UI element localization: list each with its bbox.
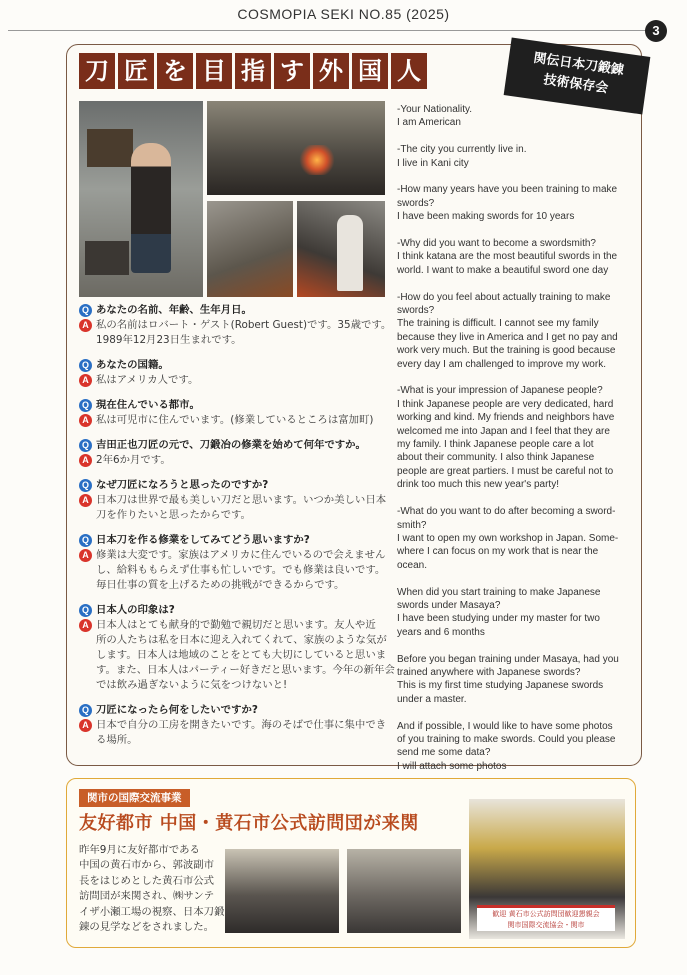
title-char: 匠 [118,53,154,89]
question-text: あなたの国籍。 [96,359,169,371]
badge-line: 技術保存会 [542,72,610,97]
answer-marker-icon: A [79,454,92,467]
answer-marker-icon: A [79,494,92,507]
english-qa-block: -Why did you want to become a swordsmith? I think katana are the most beautiful swords in the world. I want to make a beautiful sword one day [397,238,618,276]
title-char: 目 [196,53,232,89]
spark-shape [297,145,337,175]
english-qa-block: And if possible, I would like to have some photos of you training to make swords. Could you please send me some data? I will attach some photos [397,720,616,772]
article-box [66,44,642,772]
title-char: 刀 [79,53,115,89]
exchange-tag: 関市の国際交流事業 [79,789,190,807]
question-marker-icon: Q [79,479,92,492]
question-marker-icon: Q [79,439,92,452]
person-shape [131,143,171,273]
photo-workshop-group [207,201,293,297]
exchange-box [66,778,636,948]
english-qa-block: -Your Nationality. I am American [397,104,473,129]
answer-marker-icon: A [79,719,92,732]
question-marker-icon: Q [79,359,92,372]
question-marker-icon: Q [79,604,92,617]
exchange-body: 昨年9月に友好都市である 中国の黄石市から、郭波副市 長をはじめとした黄石市公式 訪問団が来関され、㈱サンテ イザ小瀬工場の視察、日本刀鍛 錬の見学などをされました。 [79,844,225,934]
qa-item [79,358,399,388]
qa-item [79,438,399,468]
answer-marker-icon: A [79,414,92,427]
qa-item [79,398,399,428]
question-text: 現在住んでいる都市。 [96,399,200,411]
page-number: 3 [645,20,667,42]
english-qa-block: When did you start training to make Japanese swords under Masaya? I have been studying under my master for two years and 6 months [397,586,601,638]
question-marker-icon: Q [79,399,92,412]
article-title [79,53,427,89]
qa-item [79,703,399,748]
answer-text: 私は可児市に住んでいます。(修業しているところは富加町) [96,414,374,426]
header-title: COSMOPIA SEKI NO.85 (2025) [237,6,450,22]
answer-marker-icon: A [79,549,92,562]
question-text: 吉田正也刀匠の元で、刀鍛冶の修業を始めて何年ですか。 [96,439,366,451]
welcome-banner: 歓迎 黄石市公式訪問団歓迎懇親会 関市国際交流協会・関市 [477,905,615,931]
answer-marker-icon: A [79,619,92,632]
qa-item [79,303,399,348]
photo-swordsmith-portrait [79,101,203,297]
answer-text: 日本で自分の工房を開きたいです。海のそばで仕事に集中でき る場所。 [96,719,387,746]
title-char: 外 [313,53,349,89]
qa-item [79,533,399,593]
english-qa-block: Before you began training under Masaya, had you trained anywhere with Japanese swords? This is my first time studying Japanese swords under a master. [397,653,619,705]
qa-item [79,603,399,693]
answer-text: 日本人はとても献身的で勤勉で親切だと思います。友人や近 所の人たちは私を日本に迎え入れてくれて、家族のような気が します。日本人は地域のことをとても大切にしていると思いま す。また、日本人はパーティー好きだと思います。今年の新年会 では飲み過ぎないように気をつけないと! [96,619,395,691]
answer-text: 日本刀は世界で最も美しい刀だと思います。いつか美しい日本 刀を作りたいと思ったからです。 [96,494,387,521]
photo-factory-visit [225,849,339,933]
english-interview-column [397,103,633,787]
answer-marker-icon: A [79,374,92,387]
anvil-shape [85,241,129,275]
answer-text: 修業は大変です。家族はアメリカに住んでいるので会えません し、給料ももらえず仕事も忙しいです。でも修業は良いです。 毎日仕事の質を上げるための挑戦ができるからです。 [96,549,386,591]
question-marker-icon: Q [79,304,92,317]
title-char: す [274,53,310,89]
answer-text: 私はアメリカ人です。 [96,374,199,386]
title-char: 人 [391,53,427,89]
answer-text: 私の名前はロバート・ゲスト(Robert Guest)です。35歳です。 1989年12月23日生まれです。 [96,319,392,346]
answer-text: 2年6か月です。 [96,454,171,466]
english-qa-block: -How do you feel about actually training to make swords? The training is difficult. I cannot see my family because they live in America and I get no pay and work very much. But the training is good because every day I am challenged to improve my work. [397,291,618,370]
english-qa-block: -What do you want to do after becoming a sword- smith? I want to open my own workshop in Japan. Some- where I can focus on my work that is near the ocean. [397,506,619,571]
qa-list-japanese [79,303,399,758]
photo-forging-demo [347,849,461,933]
question-text: なぜ刀匠になろうと思ったのですか? [96,479,269,491]
question-marker-icon: Q [79,704,92,717]
header-divider [8,30,658,31]
question-text: 日本刀を作る修業をしてみてどう思いますか? [96,534,310,546]
qa-item [79,478,399,523]
photo-forging [207,101,385,195]
english-qa-block: -The city you currently live in. I live in Kani city [397,144,527,169]
question-marker-icon: Q [79,534,92,547]
question-text: 刀匠になったら何をしたいですか? [96,704,258,716]
title-char: 国 [352,53,388,89]
title-char: 指 [235,53,271,89]
exchange-title: 友好都市 中国・黄石市公式訪問団が来関 [79,813,419,834]
title-char: を [157,53,193,89]
badge-line: 関伝日本刀鍛錬 [532,50,625,79]
question-text: あなたの名前、年齢、生年月日。 [96,304,252,316]
answer-marker-icon: A [79,319,92,332]
english-qa-block: -What is your impression of Japanese people? I think Japanese people are very dedicated, hard working and kind. My friends and neighbors have welcomed me into Japan and I feel that they are my family. I think Japanese people care a lot about their community. I also think Japanese people are great partiers. I must be careful not to drink too much this new year's party! [397,385,615,491]
apron-shape [337,215,363,291]
photo-hammering [297,201,385,297]
question-text: 日本人の印象は? [96,604,175,616]
photo-collage [79,101,385,297]
shrine-shape [87,129,133,167]
english-qa-block: -How many years have you been training to make swords? I have been making swords for 10 years [397,184,618,223]
